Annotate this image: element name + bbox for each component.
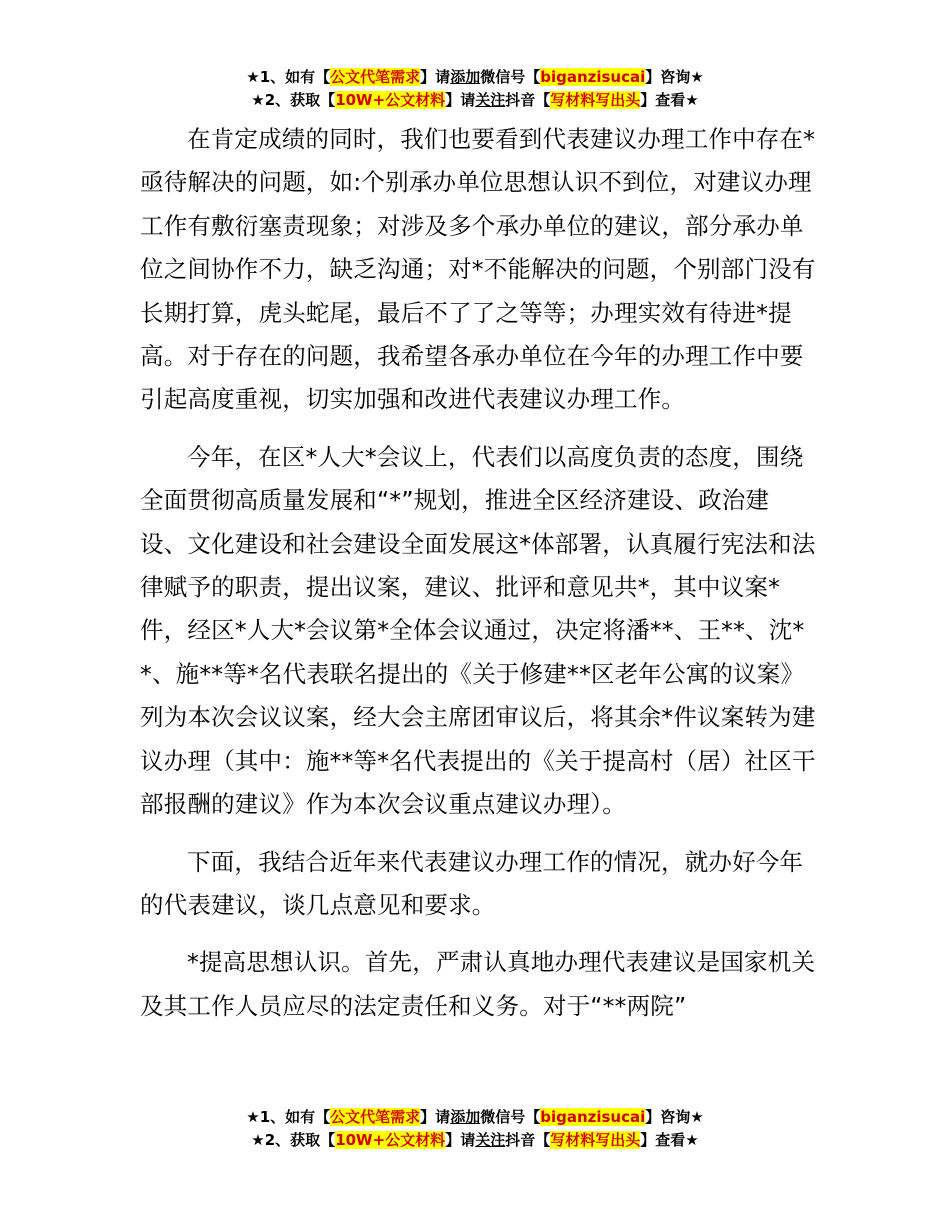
- banner-text: 】咨询★: [645, 68, 704, 86]
- banner-text: 】咨询★: [645, 1108, 704, 1126]
- banner-text: ★2、获取【: [251, 91, 336, 109]
- banner-line-2: [0, 89, 950, 112]
- highlight-ghostwriting: 公文代笔需求: [330, 1108, 421, 1126]
- banner-line-1: [0, 1106, 950, 1129]
- highlight-ghostwriting: 公文代笔需求: [330, 68, 421, 86]
- underlined-follow: 关注: [475, 1131, 506, 1149]
- highlight-douyin-account: 写材料写出头: [550, 1131, 641, 1149]
- underlined-add: 添加: [450, 1108, 481, 1126]
- underlined-add: 添加: [450, 68, 481, 86]
- banner-text: ★2、获取【: [251, 1131, 336, 1149]
- banner-text: 微信号【: [480, 68, 541, 86]
- banner-line-2: [0, 1129, 950, 1152]
- document-body: [140, 118, 816, 1028]
- paragraph-1: 在肯定成绩的同时，我们也要看到代表建议办理工作中存在*亟待解决的问题，如:个别承办单位思想认识不到位，对建议办理工作有敷衍塞责现象；对涉及多个承办单位的建议，部分承办单位之间协作不力，缺乏沟通；对*不能解决的问题，个别部门没有长期打算，虎头蛇尾，最后不了了之等等；办理实效有待进*提高。对于存在的问题，我希望各承办单位在今年的办理工作中要引起高度重视，切实加强和改进代表建议办理工作。: [140, 125, 816, 414]
- banner-text: 】请: [445, 1131, 476, 1149]
- paragraph-3: 下面，我结合近年来代表建议办理工作的情况，就办好今年的代表建议，谈几点意见和要求。: [140, 847, 804, 919]
- banner-text: 】请: [420, 68, 451, 86]
- highlight-materials: 10W+公文材料: [335, 1131, 446, 1149]
- banner-text: 抖音【: [505, 1131, 551, 1149]
- paragraph-2: 今年，在区*人大*会议上，代表们以高度负责的态度，围绕全面贯彻高质量发展和“*”规划，推进全区经济建设、政治建设、文化建设和社会建设全面发展这*体部署，认真履行宪法和法律赋予的职责，提出议案，建议、批评和意见共*，其中议案*件，经区*人大*会议第*全体会议通过，决定将潘**、王**、沈**、施**等*名代表联名提出的《关于修建**区老年公寓的议案》列为本次会议议案，经大会主席团审议后，将其余*件议案转为建议办理（其中：施**等*名代表提出的《关于提高村（居）社区干部报酬的建议》作为本次会议重点建议办理）。: [140, 442, 816, 819]
- banner-text: 】查看★: [640, 1131, 699, 1149]
- header-banner: [0, 66, 950, 112]
- highlight-wechat-id: biganzisucai: [540, 68, 646, 86]
- underlined-follow: 关注: [475, 91, 506, 109]
- banner-text: 微信号【: [480, 1108, 541, 1126]
- banner-text: ★1、如有【: [246, 68, 331, 86]
- footer-banner: [0, 1106, 950, 1152]
- banner-text: 】请: [445, 91, 476, 109]
- banner-text: 】查看★: [640, 91, 699, 109]
- highlight-materials: 10W+公文材料: [335, 91, 446, 109]
- highlight-douyin-account: 写材料写出头: [550, 91, 641, 109]
- paragraph-4: *提高思想认识。首先，严肃认真地办理代表建议是国家机关及其工作人员应尽的法定责任和义务。对于“**两院”: [140, 948, 816, 1020]
- highlight-wechat-id: biganzisucai: [540, 1108, 646, 1126]
- banner-text: 抖音【: [505, 91, 551, 109]
- banner-text: 】请: [420, 1108, 451, 1126]
- banner-line-1: [0, 66, 950, 89]
- banner-text: ★1、如有【: [246, 1108, 331, 1126]
